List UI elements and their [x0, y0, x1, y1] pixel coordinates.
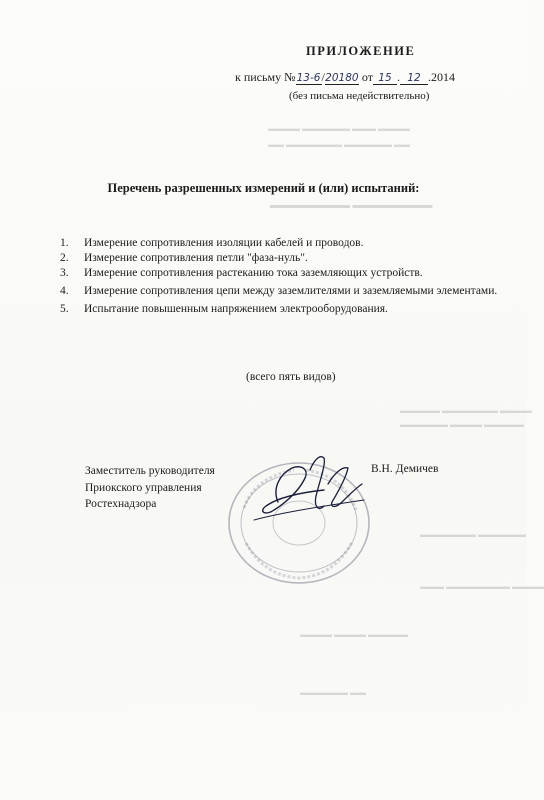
- list-item-number: 4.: [60, 285, 69, 297]
- list-item-number: 2.: [60, 252, 69, 264]
- list-item: [60, 251, 500, 266]
- signatory-position-line3: Ростехнадзора: [85, 498, 157, 510]
- reference-number-part1: 13-6: [296, 72, 321, 84]
- bleed-through-texture: ▬▬▬▬▬ ▬▬▬▬ ▬▬▬▬▬▬: [400, 420, 524, 429]
- list-item-text: Измерение сопротивления цепи между заземлителями и заземляемыми элементами.: [84, 285, 498, 297]
- list-item-number: 5.: [60, 303, 69, 315]
- list-item: [60, 302, 500, 317]
- bleed-through-texture: ▬▬ ▬▬▬▬▬▬: [300, 688, 366, 697]
- reference-day: 15: [373, 72, 397, 85]
- signatory-position-line1: Заместитель руководителя: [85, 465, 215, 477]
- list-item: [60, 266, 500, 281]
- bleed-through-texture: ▬▬▬▬ ▬▬▬▬▬▬▬▬ ▬▬▬: [420, 582, 544, 591]
- list-item-text: Измерение сопротивления изоляции кабелей и проводов.: [84, 237, 364, 249]
- letter-reference: [235, 70, 455, 85]
- list-item-number: 1.: [60, 237, 69, 249]
- signatory-position-line2: Приокского управления: [85, 481, 202, 494]
- bleed-through-texture: ▬▬▬▬ ▬▬▬▬▬▬▬ ▬▬▬▬▬: [400, 406, 532, 415]
- bleed-through-texture: ▬▬▬▬▬ ▬▬▬▬ ▬▬▬▬: [300, 630, 408, 639]
- total-count: (всего пять видов): [246, 371, 336, 383]
- list-item: [60, 236, 500, 251]
- handwritten-signature: [214, 440, 374, 550]
- bleed-through-texture: ▬▬ ▬▬▬▬▬▬ ▬▬▬▬▬▬▬ ▬▬: [268, 140, 410, 149]
- list-item-text: Испытание повышенным напряжением электрооборудования.: [84, 303, 388, 315]
- reference-note: (без письма недействительно): [289, 90, 430, 102]
- list-item-number: 3.: [60, 267, 69, 279]
- measurement-list: [60, 236, 500, 317]
- bleed-through-texture: ▬▬▬▬ ▬▬▬ ▬▬▬▬▬▬ ▬▬▬▬: [268, 124, 410, 133]
- reference-dot: .: [396, 70, 400, 84]
- list-title: Перечень разрешенных измерений и (или) испытаний:: [107, 181, 420, 195]
- appendix-heading: ПРИЛОЖЕНИЕ: [306, 44, 416, 58]
- signatory-name: В.Н. Демичев: [371, 463, 439, 475]
- reference-year: .2014: [427, 70, 455, 84]
- reference-slash: /: [321, 70, 325, 84]
- list-item: [60, 284, 500, 299]
- reference-prefix: к письму №: [235, 70, 296, 84]
- list-item-text: Измерение сопротивления петли "фаза-нуль".: [84, 252, 308, 264]
- bleed-through-texture: ▬▬▬▬▬▬▬▬ ▬▬▬▬▬▬▬▬: [270, 200, 433, 211]
- list-item-text: Измерение сопротивления растеканию тока заземляющих устройств.: [84, 267, 423, 279]
- signatory-position: [85, 463, 215, 513]
- bleed-through-texture: ▬▬▬▬▬▬ ▬▬▬▬▬▬▬: [420, 530, 526, 539]
- reference-month: 12: [400, 72, 428, 85]
- reference-date-word: от: [361, 70, 373, 84]
- reference-number-part2: 20180: [325, 72, 359, 84]
